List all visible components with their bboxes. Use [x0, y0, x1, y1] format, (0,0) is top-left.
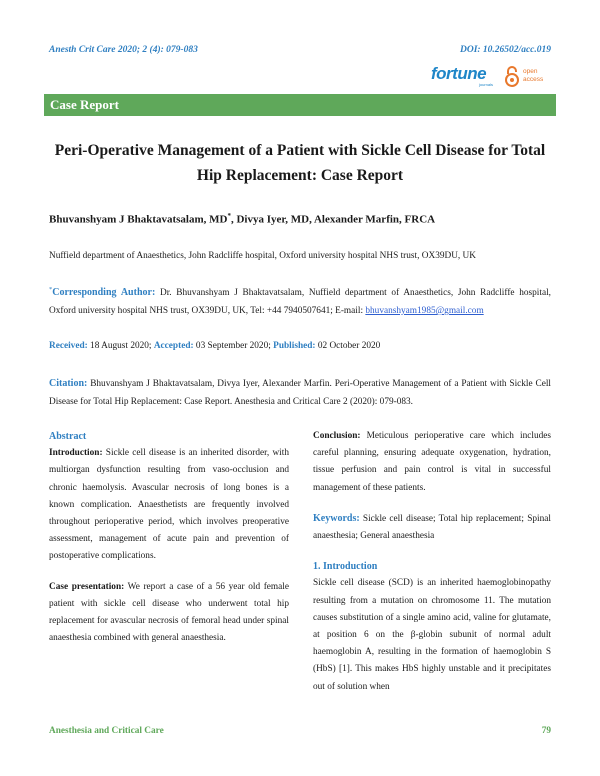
published-date: 02 October 2020 [315, 341, 381, 351]
author-primary: Bhuvanshyam J Bhaktavatsalam, MD [49, 213, 228, 226]
corresponding-text: Dr. Bhuvanshyam J Bhaktavatsalam, Nuffield department of Anaesthetics, John Radcliffe hospital, Oxford university hospital NHS trust, OX39DU, UK, Tel: +44 7940507641; E-mail: [49, 288, 551, 317]
logo-wordmark: fortune [431, 64, 487, 83]
open-access-label [523, 68, 543, 84]
corresponding-asterisk: * [49, 286, 53, 293]
section-label-bar [44, 94, 556, 116]
doi-link[interactable]: DOI: 10.26502/acc.019 [459, 45, 551, 55]
journal-reference: Anesth Crit Care 2020; 2 (4): 079-083 [49, 45, 198, 55]
author-list [49, 212, 435, 226]
case-presentation-text: We report a case of a 56 year old female patient with sickle cell disease who underwent total hip replacement for avascular necrosis of femoral head under spinal anaesthesia combined with general anaesthesia. [49, 581, 289, 644]
received-date: 18 August 2020; [87, 341, 154, 351]
abstract-case-presentation [49, 579, 289, 648]
publication-dates [49, 341, 380, 351]
received-label: Received: [49, 341, 88, 351]
introduction-label: Introduction: [49, 448, 103, 459]
accepted-label: Accepted: [153, 341, 194, 351]
introduction-heading: 1. Introduction [313, 561, 378, 573]
introduction-text: Sickle cell disease is an inherited disorder, with multiorgan dysfunction resulting from vaso-occlusion and chronic haemolysis. Avascular necrosis of long bones is a known complication. Anaesthetists are frequently involved throughout perioperative period, which involves preoperative assessment, management of acute pain and prevention of postoperative complications. [49, 448, 289, 562]
article-title: Peri-Operative Management of a Patient with Sickle Cell Disease for Total Hip Replacement: Case Report [54, 142, 546, 184]
section-label: Case Report [50, 97, 119, 112]
case-presentation-label: Case presentation: [49, 581, 125, 592]
citation [49, 375, 551, 411]
open-access-lock-icon [503, 65, 521, 87]
corresponding-author [49, 281, 551, 320]
author-others: , Divya Iyer, MD, Alexander Marfin, FRCA [230, 213, 436, 226]
citation-text: Bhuvanshyam J Bhaktavatsalam, Divya Iyer, Alexander Marfin. Peri-Operative Management of a Patient with Sickle Cell Disease for Total Hip Replacement: Case Report. Anesthesia and Critical Care 2 (2020): 079-083. [49, 379, 551, 407]
abstract-introduction [49, 445, 289, 565]
open-access-line1: open [523, 68, 538, 75]
conclusion-label: Conclusion: [313, 431, 361, 441]
abstract-conclusion [313, 428, 551, 497]
open-access-line2: access [523, 76, 544, 83]
citation-label: Citation: [49, 378, 88, 389]
affiliation: Nuffield department of Anaesthetics, John Radcliffe hospital, Oxford university hospital NHS trust, OX39DU, UK [49, 251, 476, 261]
introduction-body: Sickle cell disease (SCD) is an inherited haemoglobinopathy resulting from a mutation on chromosome 11. The mutation causes substitution of a single amino acid, valine for glutamate, at position 6 on the β-globin subunit of normal adult haemoglobin A, resulting in the formation of haemoglobin S (HbS) [1]. This makes HbS highly unstable and it precipitates out of solution when [313, 578, 551, 692]
abstract-heading: Abstract [49, 431, 87, 442]
author-asterisk: * [227, 212, 231, 220]
email-link[interactable]: bhuvanshyam1985@gmail.com [365, 306, 484, 317]
conclusion-text: Meticulous perioperative care which includes careful planning, ensuring adequate oxygenation, hydration, tissue perfusion and pain control is vital in successful management of these patients. [313, 431, 551, 493]
left-column [49, 428, 289, 647]
keywords-text: Sickle cell disease; Total hip replacement; Spinal anaesthesia; General anaesthesia [313, 513, 551, 542]
published-label: Published: [273, 341, 316, 351]
logo-subtitle: journals [479, 82, 494, 87]
keywords [313, 510, 551, 545]
right-column [313, 428, 551, 696]
keywords-label: Keywords: [313, 512, 360, 524]
page-number: 79 [541, 726, 551, 736]
accepted-date: 03 September 2020; [193, 341, 274, 351]
publisher-logo[interactable] [431, 62, 556, 92]
corresponding-label: Corresponding Author: [52, 287, 156, 299]
footer-journal-name: Anesthesia and Critical Care [49, 726, 164, 736]
